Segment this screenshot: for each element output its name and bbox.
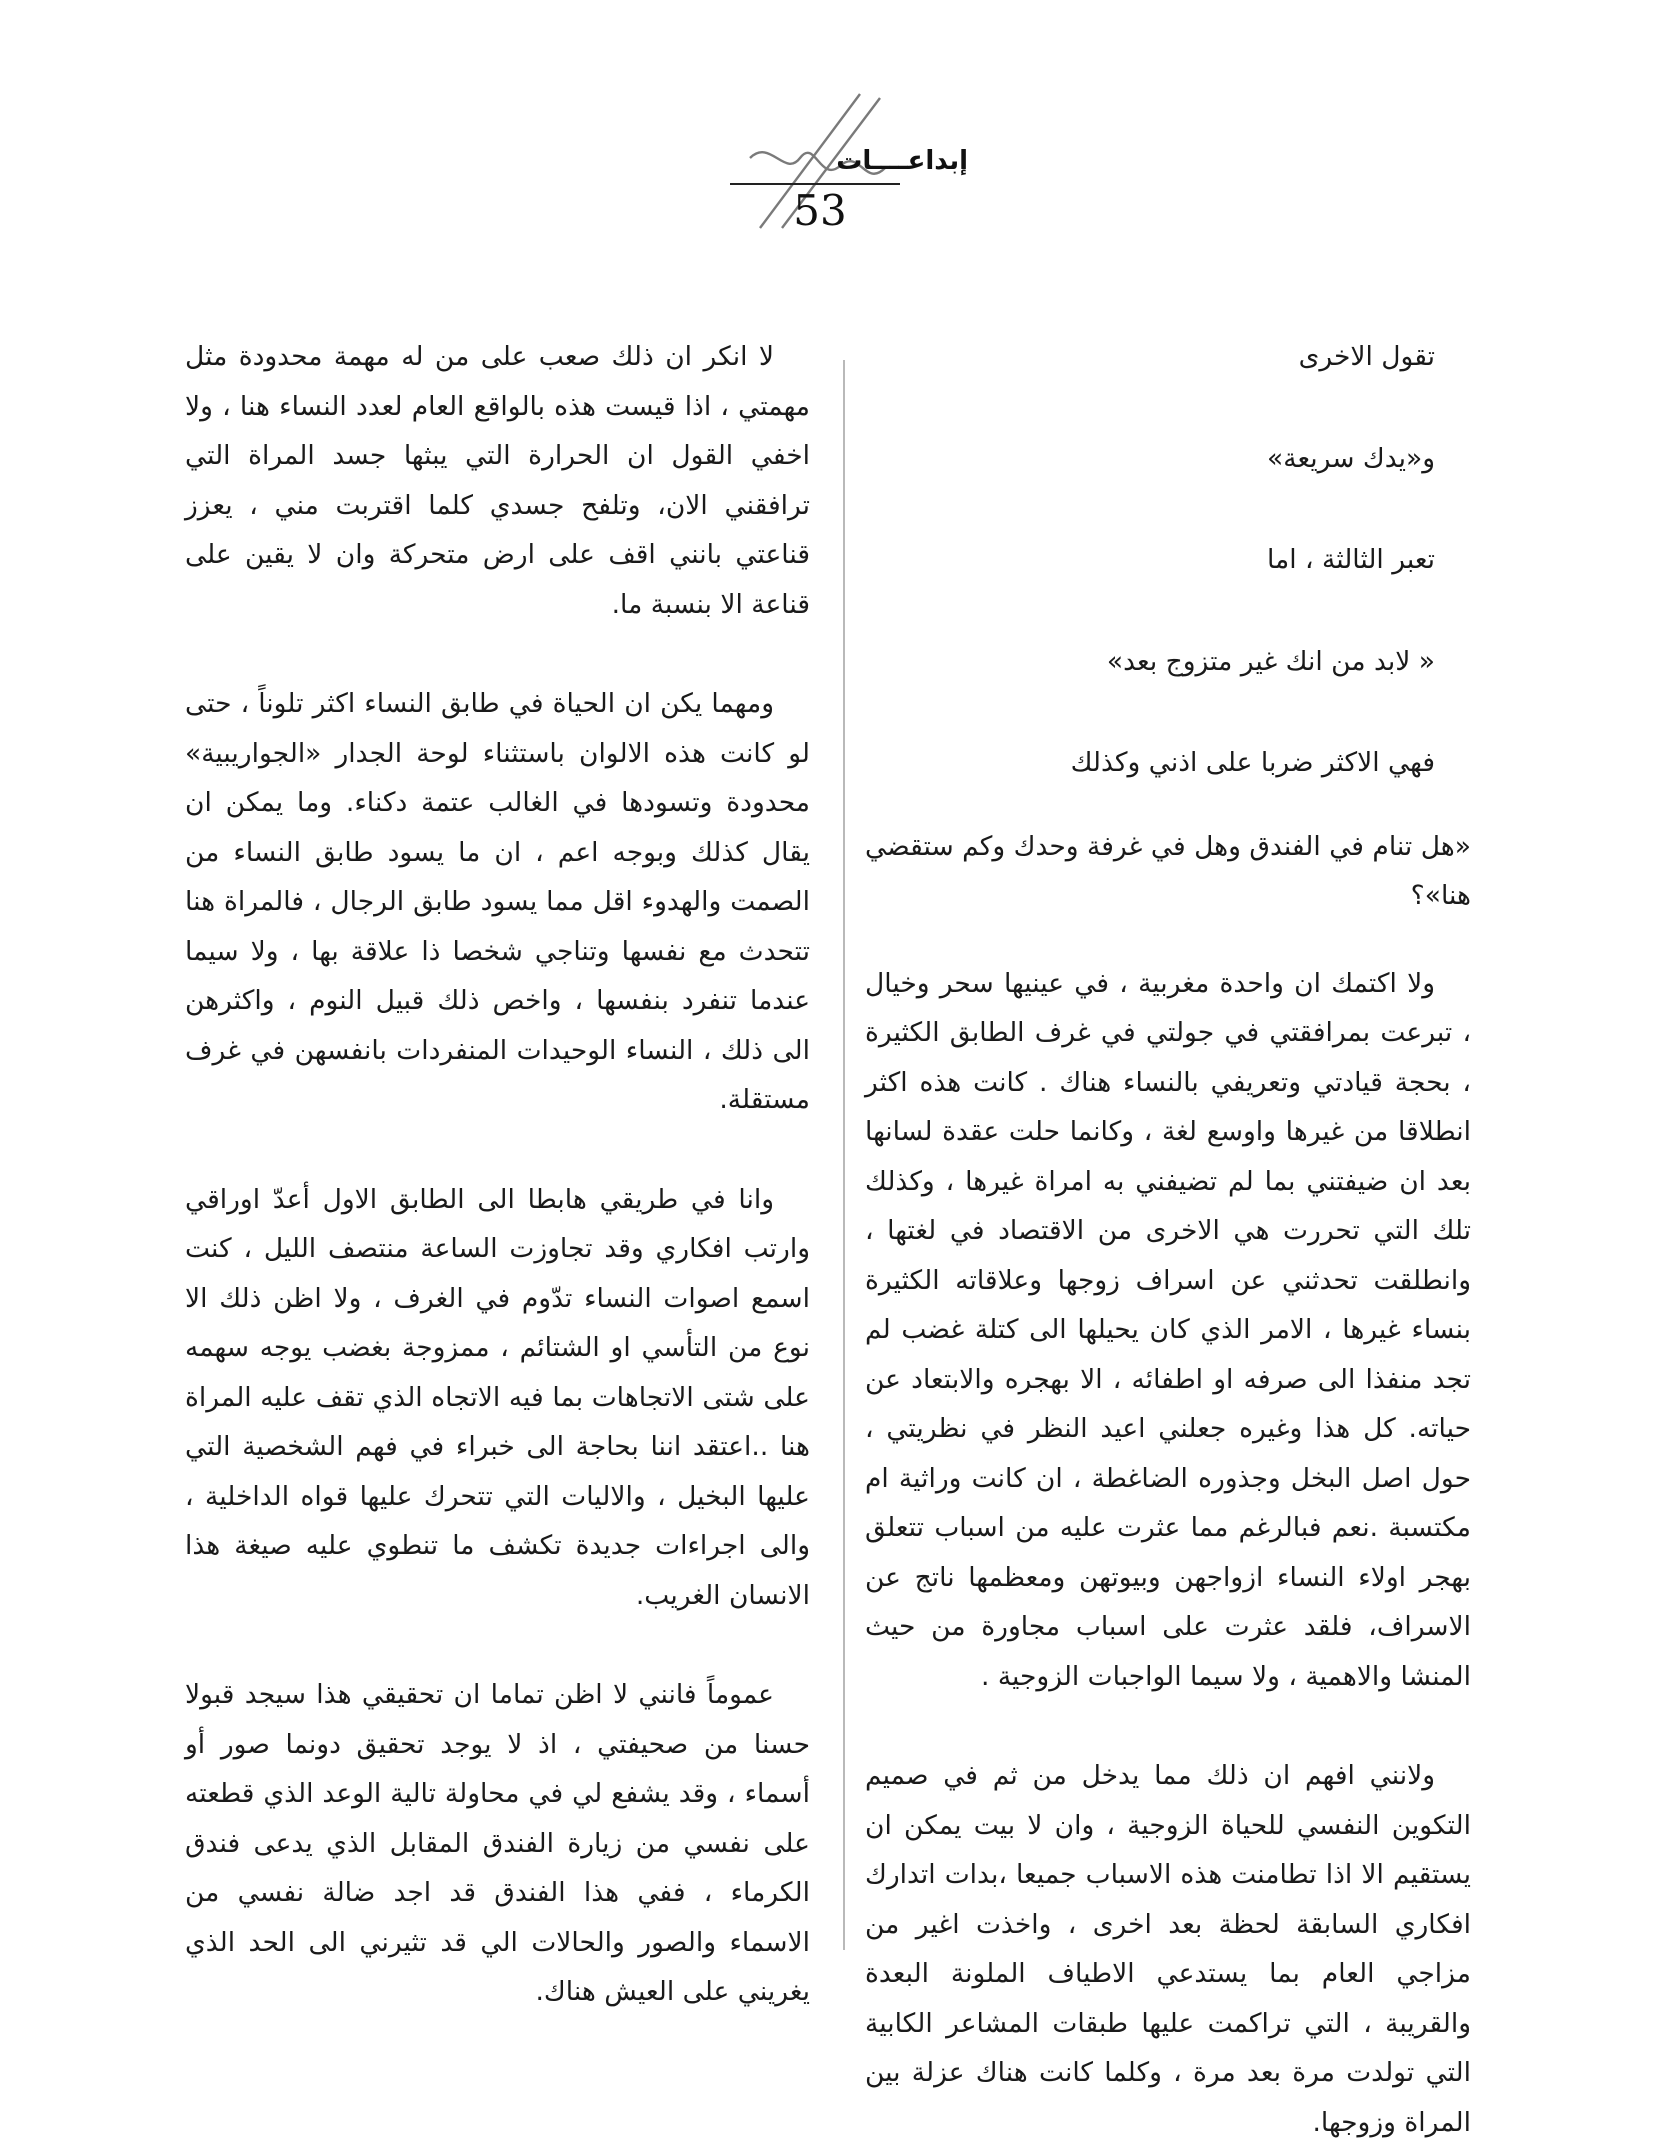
quote-paragraph: «هل تنام في الفندق وهل في غرفة وحدك وكم ستقضي هنا»؟ <box>865 830 1471 911</box>
intro-line: فهي الاكثر ضربا على اذني وكذلك <box>1070 747 1435 778</box>
body-paragraph: عموماً فانني لا اظن تماما ان تحقيقي هذا سيجد قبولا حسنا من صحيفتي ، اذ لا يوجد تحقيق دونما صور أو أسماء ، وقد يشفع لي في محاولة تالية الوعد الذي قطعته على نفسي من زيارة الفندق المقابل الذي يدعى فندق الكرماء ، ففي هذا الفندق قد اجد ضالة نفسي من الاسماء والصور والحالات الي قد تثيرني الى الحد الذي يغريني على العيش هناك. <box>185 1679 810 2007</box>
body-paragraph: ولانني افهم ان ذلك مما يدخل من ثم في صميم التكوين النفسي للحياة الزوجية ، وان لا بيت يمكن ان يستقيم الا اذا تطامنت هذه الاسباب جميعا ،بدات اتدارك افكاري السابقة لحظة بعد اخرى ، واخذت اغير من مزاجي العام بما يستدعي الاطياف الملونة البعدة والقريبة ، التي تراكمت عليها طبقات المشاعر الكابية التي تولدت مرة بعد مرة ، وكلما كانت هناك عزلة بين المراة وزوجها. <box>865 1760 1471 2138</box>
column-divider <box>843 360 845 1950</box>
intro-line: و«يدك سريعة» <box>1267 442 1435 474</box>
page-header <box>640 88 1000 258</box>
body-paragraph: وانا في طريقي هابطا الى الطابق الاول أعدّ اوراقي وارتب افكاري وقد تجاوزت الساعة منتصف الليل ، كنت اسمع اصوات النساء تدّوم في الغرف ، ولا اظن ذلك الا نوع من التأسي او الشتائم ، ممزوجة بغضب يوجه سهمه على شتى الاتجاهات بما فيه الاتجاه الذي تقف عليه المراة هنا ..اعتقد اننا بحاجة الى خبراء في فهم الشخصية التي عليها البخيل ، والاليات التي تتحرك عليها قواه الداخلية ، والى اجراءات جديدة تكشف ما تنطوي عليه صيغة هذا الانسان الغريب. <box>185 1183 810 1611</box>
right-column <box>865 332 1471 2147</box>
body-paragraph: ولا اكتمك ان واحدة مغربية ، في عينيها سحر وخيال ، تبرعت بمرافقتي في جولتي في غرف الطابق الكثيرة ، بحجة قيادتي وتعريفي بالنساء هناك . كانت هذه اكثر انطلاقا من غيرها واوسع لغة ، وكانما حلت عقدة لسانها بعد ان ضيفتني بما لم تضيفني به امراة غيرها ، وكذلك تلك التي تحررت هي الاخرى من الاقتصاد في لغتها ، وانطلقت تحدثني عن اسراف زوجها وعلاقاته الكثيرة بنساء غيرها ، الامر الذي كان يحيلها الى كتلة غضب لم تجد منفذا الى صرفه او اطفائه ، الا بهجره والابتعاد عن حياته. كل هذا وغيره جعلني اعيد النظر في نظريتي ، حول اصل البخل وجذوره الضاغطة ، ان كانت وراثية ام مكتسبة .نعم فبالرغم مما عثرت عليه من اسباب تتعلق بهجر اولاء النساء ازواجهن وبيوتهن ومعظمها ناتج عن الاسراف، فلقد عثرت على اسباب مجاورة من حيث المنشا والاهمية ، ولا سيما الواجبات الزوجية . <box>865 967 1471 1692</box>
intro-line: « لابد من انك غير متزوج بعد» <box>1106 645 1435 677</box>
page-number: 53 <box>793 186 847 235</box>
body-paragraph: ومهما يكن ان الحياة في طابق النساء اكثر تلوناً ، حتى لو كانت هذه الالوان باستثناء لوحة الجدار «الجواريبية» محدودة وتسودها في الغالب عتمة دكناء. وما يمكن ان يقال كذلك وبوجه اعم ، ان ما يسود طابق النساء من الصمت والهدوء اقل مما يسود طابق الرجال ، فالمراة هنا تتحدث مع نفسها وتناجي شخصا ذا علاقة بها ، ولا سيما عندما تنفرد بنفسها ، واخص ذلك قبيل النوم ، واكثرهن الى ذلك ، النساء الوحيدات المنفردات بانفسهن في غرف مستقلة. <box>185 688 810 1115</box>
intro-line: تقول الاخرى <box>1298 341 1435 372</box>
body-paragraph: لا انكر ان ذلك صعب على من له مهمة محدودة مثل مهمتي ، اذا قيست هذه بالواقع العام لعدد النساء هنا ، ولا اخفي القول ان الحرارة التي يبثها جسد المراة التي ترافقني الان، وتلفح جسدي كلما اقتربت مني ، يعزز قناعتي بانني اقف على ارض متحركة وان لا يقين على قناعة الا بنسبة ما. <box>185 341 810 620</box>
section-label: إبداعــــات <box>836 146 968 176</box>
intro-line: تعبر الثالثة ، اما <box>1266 544 1435 575</box>
left-column <box>185 332 810 2017</box>
